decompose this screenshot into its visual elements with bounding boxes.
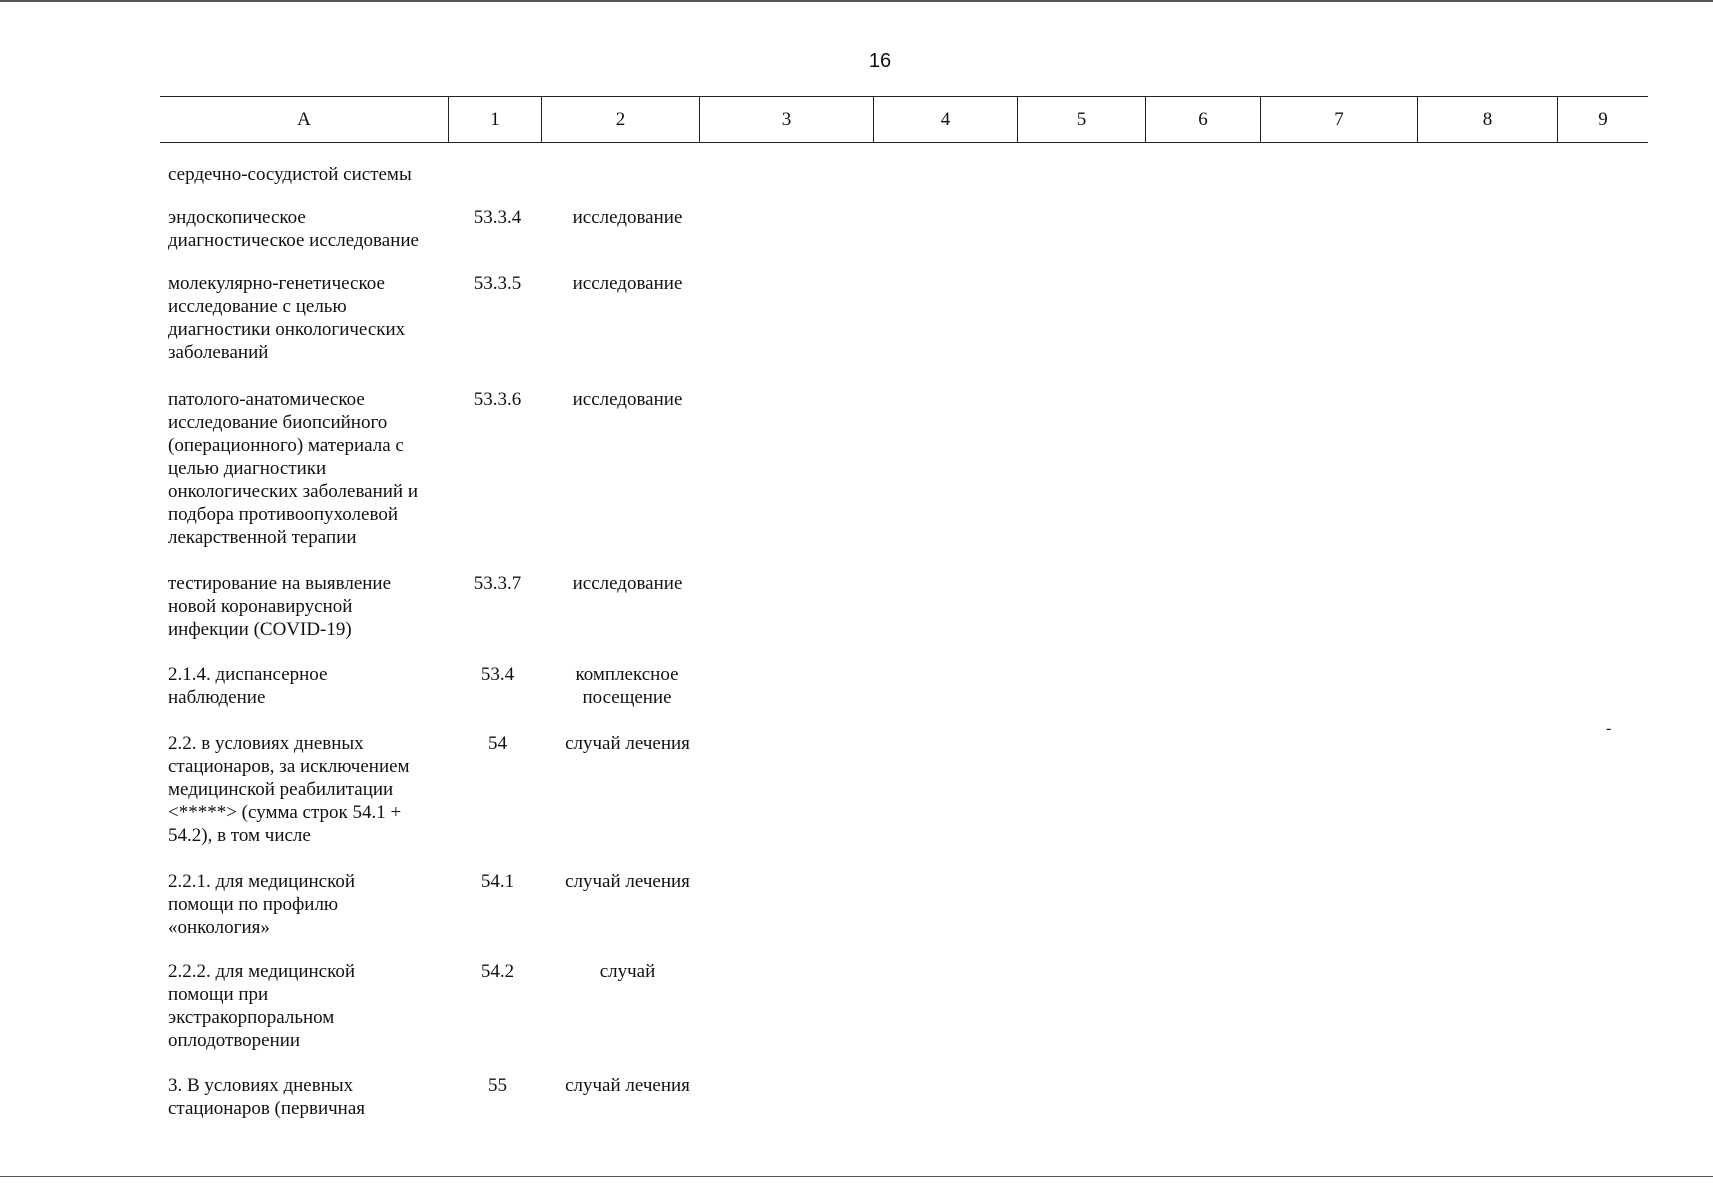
row-name: эндоскопическое диагностическое исследование — [168, 207, 419, 251]
header-col-7: 7 — [1261, 97, 1418, 142]
row-code: 53.4 — [480, 664, 515, 685]
row-unit: исследование — [572, 389, 683, 410]
row-code: 53.3.6 — [473, 389, 522, 410]
row-name: 2.1.4. диспансерное наблюдение — [168, 664, 328, 708]
row-unit: комплексное посещение — [575, 664, 679, 708]
row-unit: случай лечения — [565, 1075, 690, 1096]
row-name: тестирование на выявление новой коронавирусной инфекции (COVID-19) — [168, 573, 392, 640]
row-unit: исследование — [572, 273, 683, 294]
row-name: 2.2.2. для медицинской помощи при экстракорпоральном оплодотворении — [168, 961, 356, 1051]
header-col-1: 1 — [449, 97, 542, 142]
row-code: 53.3.7 — [473, 573, 522, 594]
row-unit: исследование — [572, 573, 683, 594]
page-number: 16 — [868, 50, 892, 72]
row-name: патолого-анатомическое исследование биопсийного (операционного) материала с целью диагностики онкологических заболеваний и подбора противоопухолевой лекарственной терапии — [168, 389, 419, 548]
row-name: сердечно-сосудистой системы — [168, 164, 412, 185]
row-code: 53.3.5 — [473, 273, 522, 294]
row-name: 3. В условиях дневных стационаров (первичная — [168, 1075, 366, 1119]
page-bottom-edge — [0, 1176, 1713, 1177]
row-code: 53.3.4 — [473, 207, 522, 228]
header-col-a: А — [160, 97, 449, 142]
header-col-9: 9 — [1598, 108, 1608, 130]
row-name: 2.2. в условиях дневных стационаров, за исключением медицинской реабилитации <*****> (сумма строк 54.1 + 54.2), в том числе — [168, 733, 410, 846]
row-unit: исследование — [572, 207, 683, 228]
row-unit: случай — [599, 961, 656, 982]
header-col-5: 5 — [1018, 97, 1146, 142]
row-code: 54 — [488, 733, 507, 754]
margin-dash-mark: - — [1606, 720, 1612, 737]
row-name: 2.2.1. для медицинской помощи по профилю «онкология» — [168, 871, 356, 938]
table-header — [160, 96, 1648, 143]
row-unit: случай лечения — [565, 733, 690, 754]
header-col-2: 2 — [542, 97, 700, 142]
header-col-6: 6 — [1146, 97, 1261, 142]
row-code: 54.1 — [480, 871, 515, 892]
header-col-4: 4 — [874, 97, 1018, 142]
row-code: 54.2 — [480, 961, 515, 982]
header-col-3: 3 — [700, 97, 874, 142]
page-top-edge — [0, 0, 1713, 2]
header-col-8: 8 — [1418, 97, 1558, 142]
row-name: молекулярно-генетическое исследование с целью диагностики онкологических заболеваний — [168, 273, 406, 363]
row-code: 55 — [488, 1075, 507, 1096]
row-unit: случай лечения — [565, 871, 690, 892]
